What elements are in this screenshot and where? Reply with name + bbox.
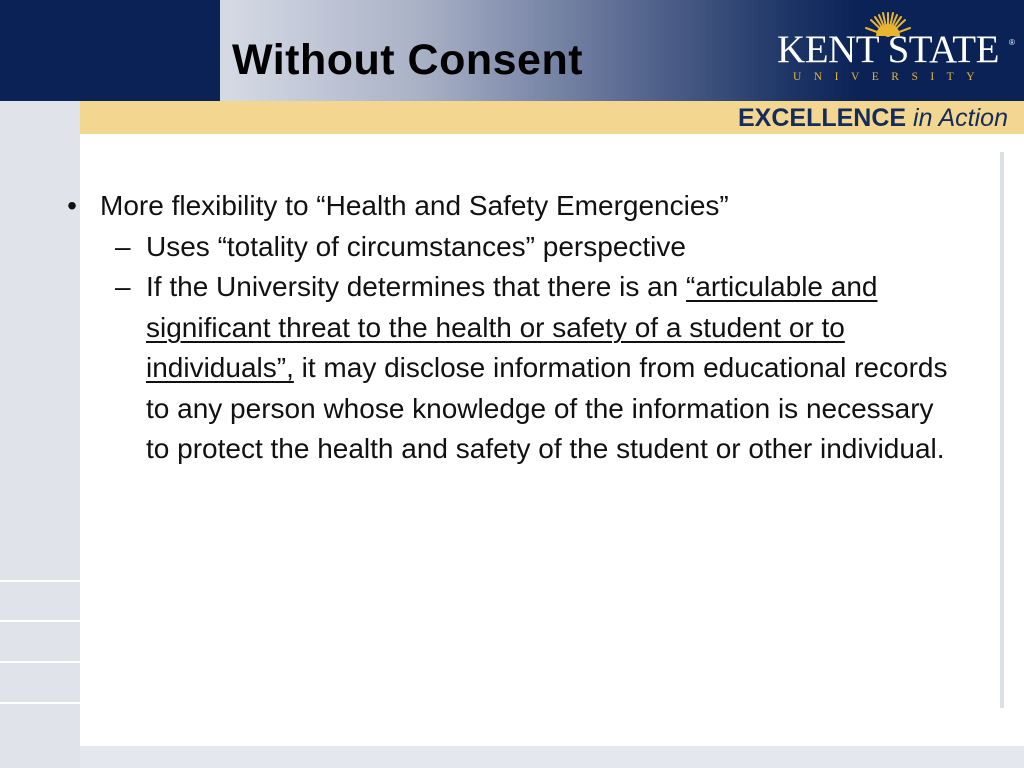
bullet-marker: •	[67, 190, 77, 221]
right-vertical-rule	[1000, 152, 1004, 708]
sub-item-quoted-text: “totality of circumstances”	[217, 230, 535, 262]
slide-body	[60, 186, 960, 470]
sub-item-text-after: it may disclose information from educational records to any person whose knowledge of the information is necessary to protect the health and safety of the student or other individual.	[146, 352, 948, 464]
side-panel-divider	[0, 580, 80, 582]
kent-state-logo	[760, 10, 1016, 90]
bullet-item	[60, 186, 960, 227]
tagline-excellence: EXCELLENCE	[737, 104, 907, 132]
dash-marker: –	[115, 230, 131, 262]
side-panel-divider	[0, 702, 80, 704]
bottom-band	[80, 746, 1024, 768]
tagline-band	[80, 101, 1024, 134]
header-navy-block	[0, 0, 220, 101]
sub-item-text-after: perspective	[535, 230, 686, 262]
side-panel-divider	[0, 661, 80, 663]
side-panel-divider	[0, 620, 80, 622]
slide-title: Without Consent	[232, 36, 584, 84]
bullet-text: More flexibility to	[100, 190, 317, 221]
tagline	[738, 104, 1008, 133]
sub-item-underlined-quote: “articulable and significant threat to the health or safety of a student or to individuals”,	[146, 271, 878, 383]
logo-wordmark: KENT STATE	[777, 28, 999, 71]
logo-trademark: ®	[1009, 38, 1015, 47]
logo-subtitle: UNIVERSITY	[793, 71, 987, 83]
sub-item-text: Uses	[146, 230, 218, 262]
dash-marker: –	[115, 271, 131, 302]
bullet-quoted-text: “Health and Safety Emergencies”	[316, 190, 729, 221]
sub-item	[60, 267, 960, 470]
sub-item-text: If the University determines that there is an	[146, 271, 687, 302]
tagline-in-action: in Action	[913, 104, 1008, 132]
sub-item	[60, 227, 960, 268]
header-band	[0, 0, 1024, 101]
